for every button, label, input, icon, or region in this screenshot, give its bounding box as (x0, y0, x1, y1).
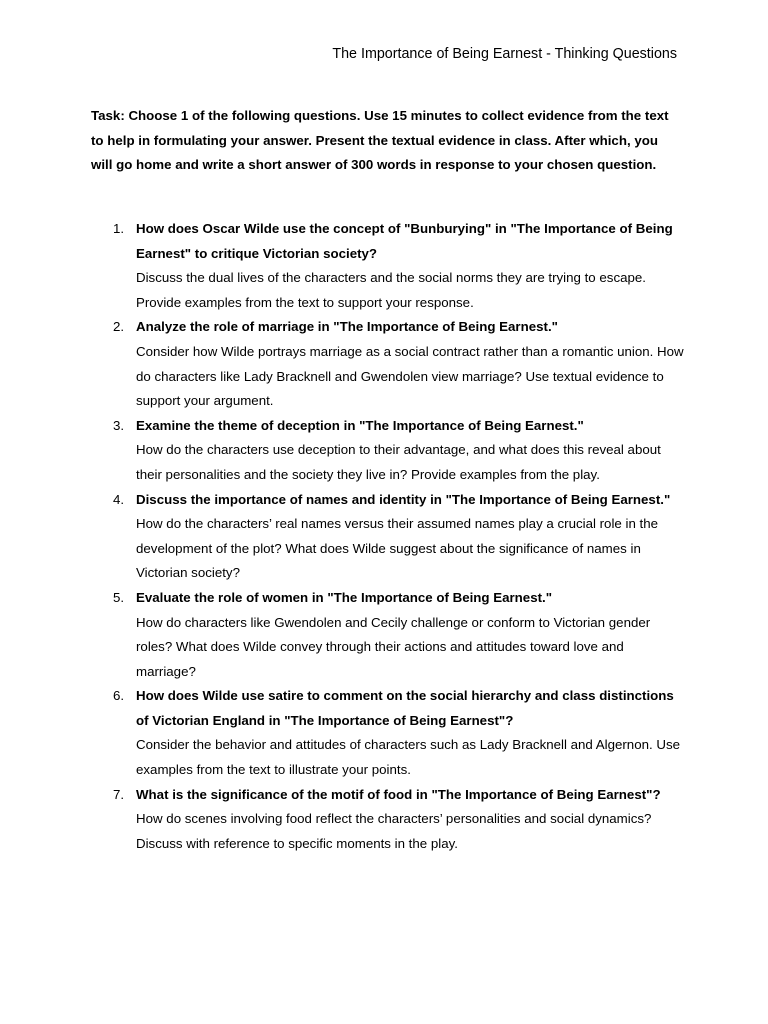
question-title: Analyze the role of marriage in "The Importance of Being Earnest." (136, 319, 558, 335)
question-title: Examine the theme of deception in "The Importance of Being Earnest." (136, 417, 584, 433)
question-description: How do characters like Gwendolen and Cecily challenge or conform to Victorian gender roles? What does Wilde convey through their actions and attitudes toward love and marriage? (136, 614, 651, 679)
question-item (91, 684, 687, 782)
question-item (91, 315, 687, 413)
question-title: What is the significance of the motif of food in "The Importance of Being Earnest"? (136, 786, 661, 802)
question-description: How do the characters’ real names versus their assumed names play a crucial role in the development of the plot? What does Wilde suggest about the significance of names in Victorian society? (136, 516, 659, 581)
question-description: Consider how Wilde portrays marriage as a social contract rather than a romantic union. How do characters like Lady Bracknell and Gwendolen view marriage? Use textual evidence to support your argument. (136, 343, 684, 409)
document-header-title: The Importance of Being Earnest - Thinking Questions (332, 46, 677, 62)
question-number: 5. (113, 589, 125, 605)
question-title: How does Wilde use satire to comment on the social hierarchy and class distinctions of Victorian England in "The Importance of Being Earnest"? (136, 688, 674, 728)
question-title: How does Oscar Wilde use the concept of "Bunburying" in "The Importance of Being Earnest" to critique Victorian society? (136, 221, 673, 261)
question-description: Discuss the dual lives of the characters and the social norms they are trying to escape. Provide examples from the text to support your response. (136, 270, 646, 310)
question-item (91, 783, 687, 857)
question-title: Discuss the importance of names and identity in "The Importance of Being Earnest." (136, 491, 671, 507)
question-number: 2. (113, 319, 125, 335)
question-number: 7. (113, 786, 125, 802)
questions-list (91, 217, 687, 856)
question-item (91, 488, 687, 586)
question-description: How do scenes involving food reflect the characters’ personalities and social dynamics? Discuss with reference to specific moments in the play. (136, 811, 652, 851)
question-number: 1. (113, 221, 125, 236)
question-title: Evaluate the role of women in "The Importance of Being Earnest." (136, 589, 553, 605)
question-number: 3. (113, 417, 125, 433)
question-description: Consider the behavior and attitudes of characters such as Lady Bracknell and Algernon. Use examples from the text to illustrate your points. (136, 737, 681, 778)
question-item (91, 586, 687, 684)
question-description: How do the characters use deception to their advantage, and what does this reveal about their personalities and the society they live in? Provide examples from the play. (136, 442, 661, 482)
question-item (91, 414, 687, 488)
task-instructions: Task: Choose 1 of the following questions. Use 15 minutes to collect evidence from the text to help in formulating your answer. Present the textual evidence in class. After which, you will go home and write a short answer of 300 words in response to your chosen question. (91, 108, 669, 173)
question-number: 6. (113, 688, 125, 704)
question-item (91, 217, 687, 315)
question-number: 4. (113, 491, 125, 507)
